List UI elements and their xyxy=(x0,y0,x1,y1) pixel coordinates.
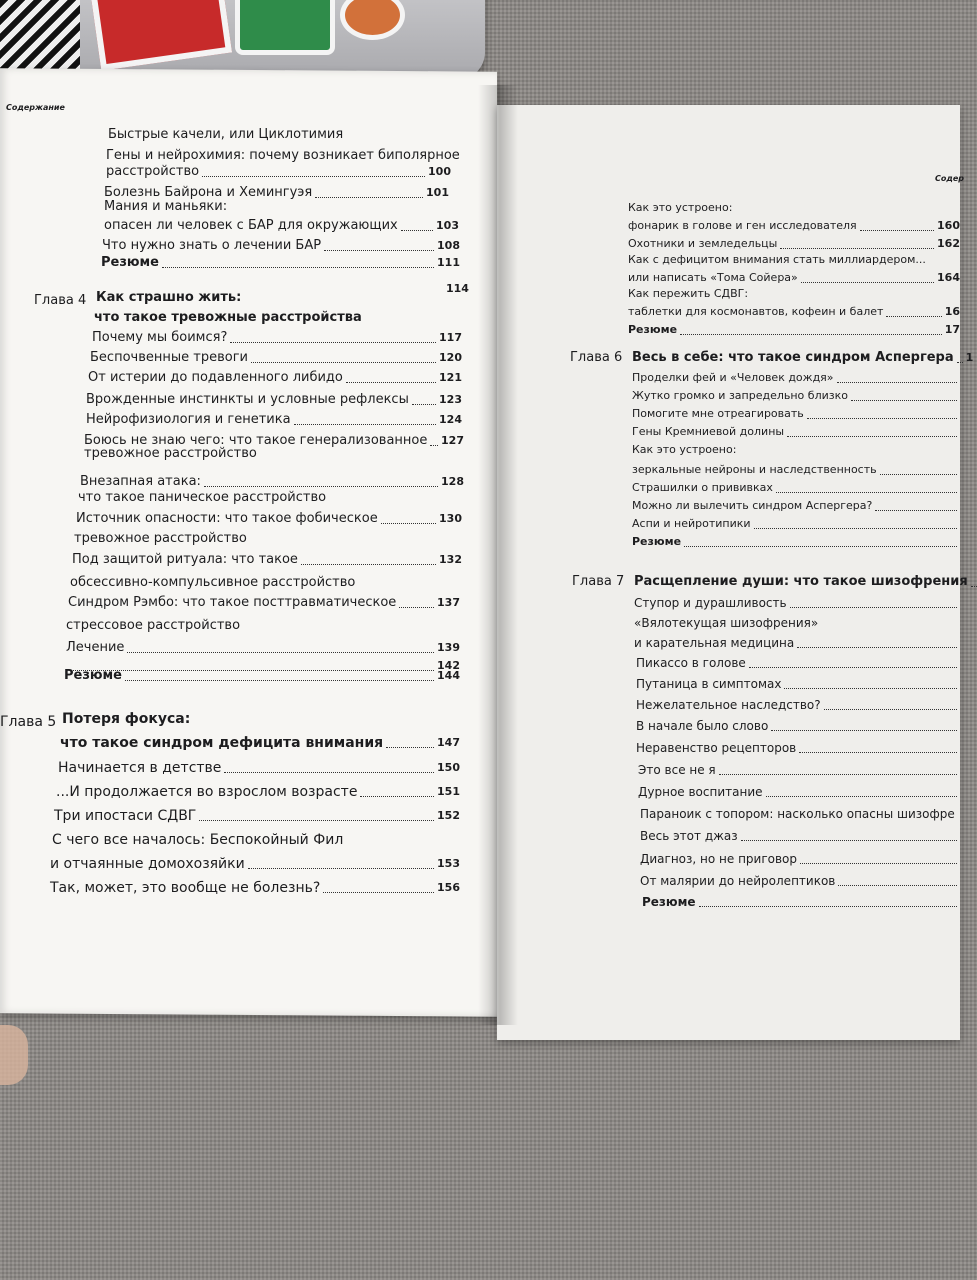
chapter-title: что такое синдром дефицита внимания 147 xyxy=(60,735,460,751)
toc-line: Гены Кремниевой долины xyxy=(632,424,960,440)
chapter-title: Весь в себе: что такое синдром Аспергера 1 xyxy=(632,350,974,365)
toc-line: зеркальные нейроны и наследственность xyxy=(632,462,960,478)
toc-line: Неравенство рецепторов xyxy=(636,740,960,756)
toc-line: Аспи и нейротипики xyxy=(632,516,960,532)
toc-line: Врожденные инстинкты и условные рефлексы 123 xyxy=(86,392,462,407)
toc-line: расстройство 100 xyxy=(106,164,451,179)
toc-line: Под защитой ритуала: что такое 132 xyxy=(72,552,462,567)
toc-line: или написать «Тома Сойера» 164 xyxy=(628,271,960,284)
toc-line: Внезапная атака: 128 xyxy=(80,474,464,489)
toc-line: обсессивно-компульсивное расстройство xyxy=(70,575,356,590)
toc-line: тревожное расстройство xyxy=(84,446,257,461)
toc-summary: Резюме 144 xyxy=(64,668,460,683)
toc-line: 142 xyxy=(66,658,460,674)
toc-line: Как это устроено: xyxy=(628,201,733,214)
running-head: Содер xyxy=(935,174,964,183)
toc-line: Нейрофизиология и генетика 124 xyxy=(86,412,462,427)
toc-line: Это все не я xyxy=(638,762,960,778)
running-head: Содержание xyxy=(6,103,65,112)
toc-line: Три ипостаси СДВГ 152 xyxy=(54,808,460,824)
book-gutter xyxy=(478,85,518,1025)
toc-line: Как пережить СДВГ: xyxy=(628,287,749,300)
toc-line: тревожное расстройство xyxy=(74,531,247,546)
chapter-label: Глава 6 xyxy=(570,350,623,365)
chapter-label: Глава 7 xyxy=(572,574,625,589)
toc-summary: Резюме xyxy=(632,534,960,550)
toc-line: Ступор и дурашливость xyxy=(634,595,960,611)
toc-line: и отчаянные домохозяйки 153 xyxy=(50,856,460,872)
toc-summary: Резюме 17 xyxy=(628,323,960,336)
toc-line: фонарик в голове и ген исследователя 160 xyxy=(628,219,960,232)
chapter-title: что такое тревожные расстройства xyxy=(94,310,362,325)
page-number: 114 xyxy=(446,282,469,295)
toc-line: Болезнь Байрона и Хемингуэя 101 xyxy=(104,185,449,200)
chapter-label: Глава 5 xyxy=(0,714,57,730)
toc-line: Весь этот джаз xyxy=(640,828,960,844)
green-sticker xyxy=(235,0,335,55)
toc-line: Мания и маньяки: xyxy=(104,199,228,214)
toc-line: Начинается в детстве 150 xyxy=(58,760,460,776)
hand xyxy=(0,1025,28,1085)
toc-line: Синдром Рэмбо: что такое посттравматическое 137 xyxy=(68,595,460,610)
toc-line: «Вялотекущая шизофрения» xyxy=(634,616,819,630)
toc-line: Жутко громко и запредельно близко xyxy=(632,388,960,404)
toc-line: Источник опасности: что такое фобическое 130 xyxy=(76,511,462,526)
toc-line: ...И продолжается во взрослом возрасте 151 xyxy=(56,784,460,800)
toc-line: В начале было слово xyxy=(636,718,960,734)
toc-line: Как с дефицитом внимания стать миллиардером... xyxy=(628,253,926,266)
chapter-title: Расщепление души: что такое шизофрения xyxy=(634,574,960,590)
toc-line: Пикассо в голове xyxy=(636,655,960,671)
toc-line: С чего все началось: Беспокойный Фил xyxy=(52,832,344,848)
toc-line: и карательная медицина xyxy=(634,635,960,651)
toc-line: Можно ли вылечить синдром Аспергера? xyxy=(632,498,960,514)
toc-line: Быстрые качели, или Циклотимия xyxy=(108,127,344,142)
chapter-title: Потеря фокуса: xyxy=(62,711,191,727)
toc-line: Нежелательное наследство? xyxy=(636,697,960,713)
toc-line: Диагноз, но не приговор xyxy=(640,851,960,867)
toc-line: Гены и нейрохимия: почему возникает биполярное xyxy=(106,148,460,163)
toc-line: Боюсь не знаю чего: что такое генерализованное 127 xyxy=(84,433,464,448)
toc-line: таблетки для космонавтов, кофеин и балет 16 xyxy=(628,305,960,318)
chapter-label: Глава 4 xyxy=(34,293,87,308)
toc-line: опасен ли человек с БАР для окружающих 103 xyxy=(104,218,459,233)
toc-line: стрессовое расстройство xyxy=(66,618,241,633)
toc-line: Охотники и земледельцы 162 xyxy=(628,237,960,250)
toc-line: Так, может, это вообще не болезнь? 156 xyxy=(50,880,460,896)
toc-line: Помогите мне отреагировать xyxy=(632,406,960,422)
chapter-title: Как страшно жить: xyxy=(96,290,242,305)
toc-line: Почему мы боимся? 117 xyxy=(92,330,462,345)
toc-line: Как это устроено: xyxy=(632,443,737,456)
toc-line: Параноик с топором: насколько опасны шизофре xyxy=(640,807,955,821)
toc-line: Беспочвенные тревоги 120 xyxy=(90,350,462,365)
chain-pattern xyxy=(0,0,80,70)
toc-line: Лечение 139 xyxy=(66,640,460,655)
toc-line: Дурное воспитание xyxy=(638,784,960,800)
toc-line: Проделки фей и «Человек дождя» xyxy=(632,370,960,386)
toc-line: Путаница в симптомах xyxy=(636,676,960,692)
toc-line: От малярии до нейролептиков xyxy=(640,873,960,889)
toc-summary: Резюме xyxy=(642,894,960,910)
toc-summary: Резюме 111 xyxy=(101,255,460,270)
toc-line: Что нужно знать о лечении БАР 108 xyxy=(102,238,460,253)
toc-line: От истерии до подавленного либидо 121 xyxy=(88,370,462,385)
toc-line: что такое паническое расстройство xyxy=(78,490,327,505)
toc-line: Страшилки о прививках xyxy=(632,480,960,496)
